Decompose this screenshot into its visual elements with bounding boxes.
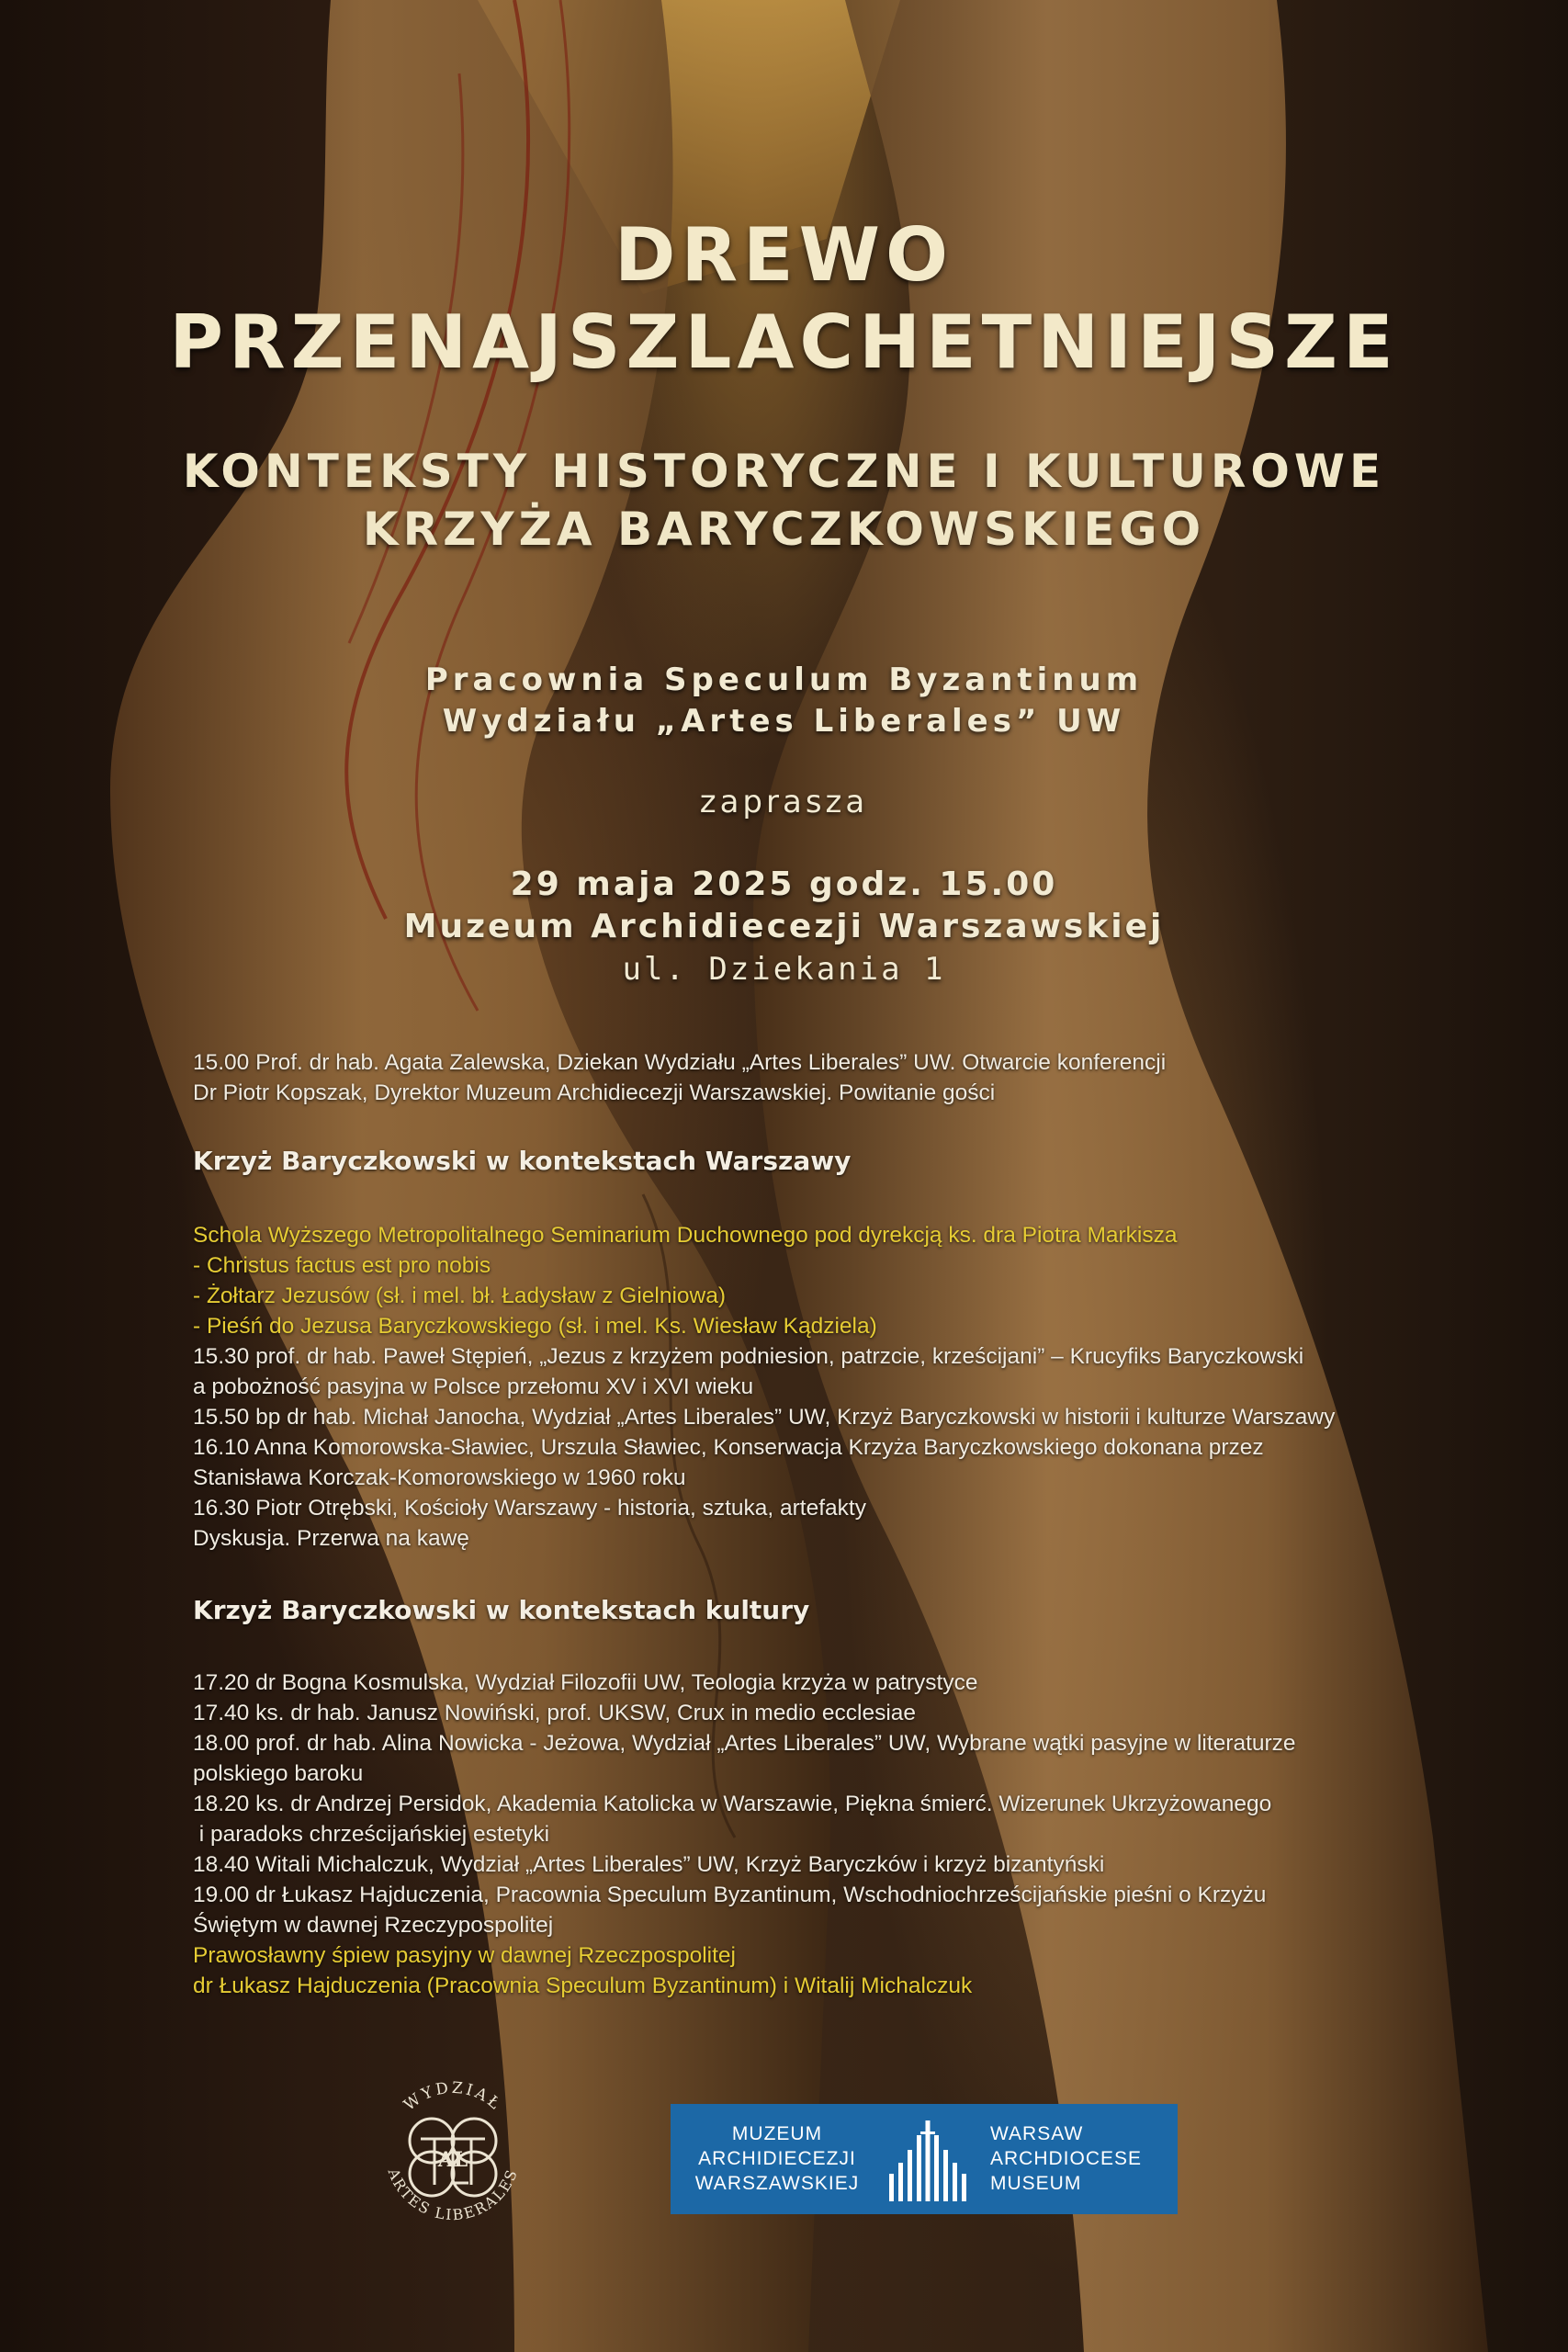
program-line: Stanisława Korczak-Komorowskiego w 1960 roku bbox=[193, 1465, 686, 1490]
title-line-2: PRZENAJSZLACHETNIEJSZE bbox=[169, 300, 1399, 385]
program-line: 19.00 dr Łukasz Hajduczenia, Pracownia Speculum Byzantinum, Wschodniochrześcijańskie pieśni o Krzyżu bbox=[193, 1883, 1267, 1907]
program-line: 18.40 Witali Michalczuk, Wydział „Artes Liberales” UW, Krzyż Baryczków i krzyż bizantyński bbox=[193, 1852, 1105, 1877]
program-line: 18.20 ks. dr Andrzej Persidok, Akademia Katolicka w Warszawie, Piękna śmierć. Wizerunek Ukrzyżowanego bbox=[193, 1792, 1272, 1816]
museum-en-line: MUSEUM bbox=[990, 2173, 1082, 2194]
program-line: 15.30 prof. dr hab. Paweł Stępień, „Jezus z krzyżem podniesion, patrzcie, krześcijani” – Krucyfiks Baryczkowski bbox=[193, 1344, 1304, 1369]
museum-emblem-icon bbox=[884, 2117, 972, 2205]
logo-monogram: AL bbox=[437, 2148, 468, 2172]
event-venue: Muzeum Archidiecezji Warszawskiej bbox=[403, 908, 1165, 945]
program-line: 17.40 ks. dr hab. Janusz Nowiński, prof. UKSW, Crux in medio ecclesiae bbox=[193, 1701, 917, 1725]
program-line: 15.00 Prof. dr hab. Agata Zalewska, Dziekan Wydziału „Artes Liberales” UW. Otwarcie konferencji bbox=[193, 1050, 1167, 1075]
museum-name-pl bbox=[694, 2121, 860, 2196]
program-line: Świętym w dawnej Rzeczypospolitej bbox=[193, 1913, 554, 1938]
program-music-line: - Żołtarz Jezusów (sł. i mel. bł. Ładysław z Gielniowa) bbox=[193, 1283, 727, 1308]
organizer-line-2: Wydziału „Artes Liberales” UW bbox=[442, 703, 1126, 740]
organizer-line-1: Pracownia Speculum Byzantinum bbox=[424, 662, 1144, 698]
session-2-heading: Krzyż Baryczkowski w kontekstach kultury bbox=[193, 1595, 810, 1625]
museum-pl-line: ARCHIDIECEZJI bbox=[698, 2148, 856, 2169]
program-line: 16.10 Anna Komorowska-Sławiec, Urszula Sławiec, Konserwacja Krzyża Baryczkowskiego dokonana przez bbox=[193, 1435, 1264, 1460]
logo-bottom-text: ARTES LIBERALES bbox=[384, 2165, 522, 2224]
program-line: polskiego baroku bbox=[193, 1761, 364, 1786]
subtitle-line-2: KRZYŻA BARYCZKOWSKIEGO bbox=[362, 503, 1206, 556]
program-line: 15.50 bp dr hab. Michał Janocha, Wydział „Artes Liberales” UW, Krzyż Baryczkowski w historii i kulturze Warszawy bbox=[193, 1405, 1336, 1430]
program-music-line: - Pieśń do Jezusa Baryczkowskiego (sł. i mel. Ks. Wiesław Kądziela) bbox=[193, 1314, 877, 1339]
program-line: a pobożność pasyjna w Polsce przełomu XV i XVI wieku bbox=[193, 1374, 754, 1399]
invites-text: zaprasza bbox=[699, 784, 869, 820]
session-1-heading: Krzyż Baryczkowski w kontekstach Warszawy bbox=[193, 1146, 852, 1176]
museum-name-en bbox=[990, 2121, 1165, 2196]
program-line: 17.20 dr Bogna Kosmulska, Wydział Filozofii UW, Teologia krzyża w patrystyce bbox=[193, 1670, 978, 1695]
program-line: Dyskusja. Przerwa na kawę bbox=[193, 1526, 469, 1551]
program-music-line: Prawosławny śpiew pasyjny w dawnej Rzeczpospolitej bbox=[193, 1943, 736, 1968]
event-date-time: 29 maja 2025 godz. 15.00 bbox=[510, 865, 1058, 903]
subtitle-line-1: KONTEKSTY HISTORYCZNE I KULTUROWE bbox=[182, 445, 1386, 498]
museum-en-line: WARSAW bbox=[990, 2123, 1084, 2144]
program-music-line: dr Łukasz Hajduczenia (Pracownia Speculum Byzantinum) i Witalij Michalczuk bbox=[193, 1973, 973, 1998]
svg-text:WYDZIAŁ bbox=[400, 2079, 505, 2115]
program-music-line: Schola Wyższego Metropolitalnego Seminarium Duchownego pod dyrekcją ks. dra Piotra Markisza bbox=[193, 1223, 1178, 1248]
title-line-1: DREWO bbox=[615, 212, 953, 298]
program-music-line: - Christus factus est pro nobis bbox=[193, 1253, 491, 1278]
program-line: Dr Piotr Kopszak, Dyrektor Muzeum Archidiecezji Warszawskiej. Powitanie gości bbox=[193, 1080, 996, 1105]
museum-pl-line: WARSZAWSKIEJ bbox=[694, 2173, 860, 2194]
program bbox=[193, 1047, 1387, 2001]
museum-en-line: ARCHDIOCESE bbox=[990, 2148, 1143, 2169]
museum-logo bbox=[671, 2104, 1178, 2214]
logo-top-text: WYDZIAŁ bbox=[400, 2078, 506, 2115]
artes-liberales-logo bbox=[366, 2065, 540, 2240]
event-address: ul. Dziekania 1 bbox=[622, 951, 946, 988]
program-line: i paradoks chrześcijańskiej estetyki bbox=[193, 1822, 550, 1847]
museum-pl-line: MUZEUM bbox=[731, 2123, 823, 2144]
program-line: 18.00 prof. dr hab. Alina Nowicka - Jeżowa, Wydział „Artes Liberales” UW, Wybrane wątki pasyjne w literaturze bbox=[193, 1731, 1296, 1756]
program-line: 16.30 Piotr Otrębski, Kościoły Warszawy - historia, sztuka, artefakty bbox=[193, 1496, 866, 1521]
